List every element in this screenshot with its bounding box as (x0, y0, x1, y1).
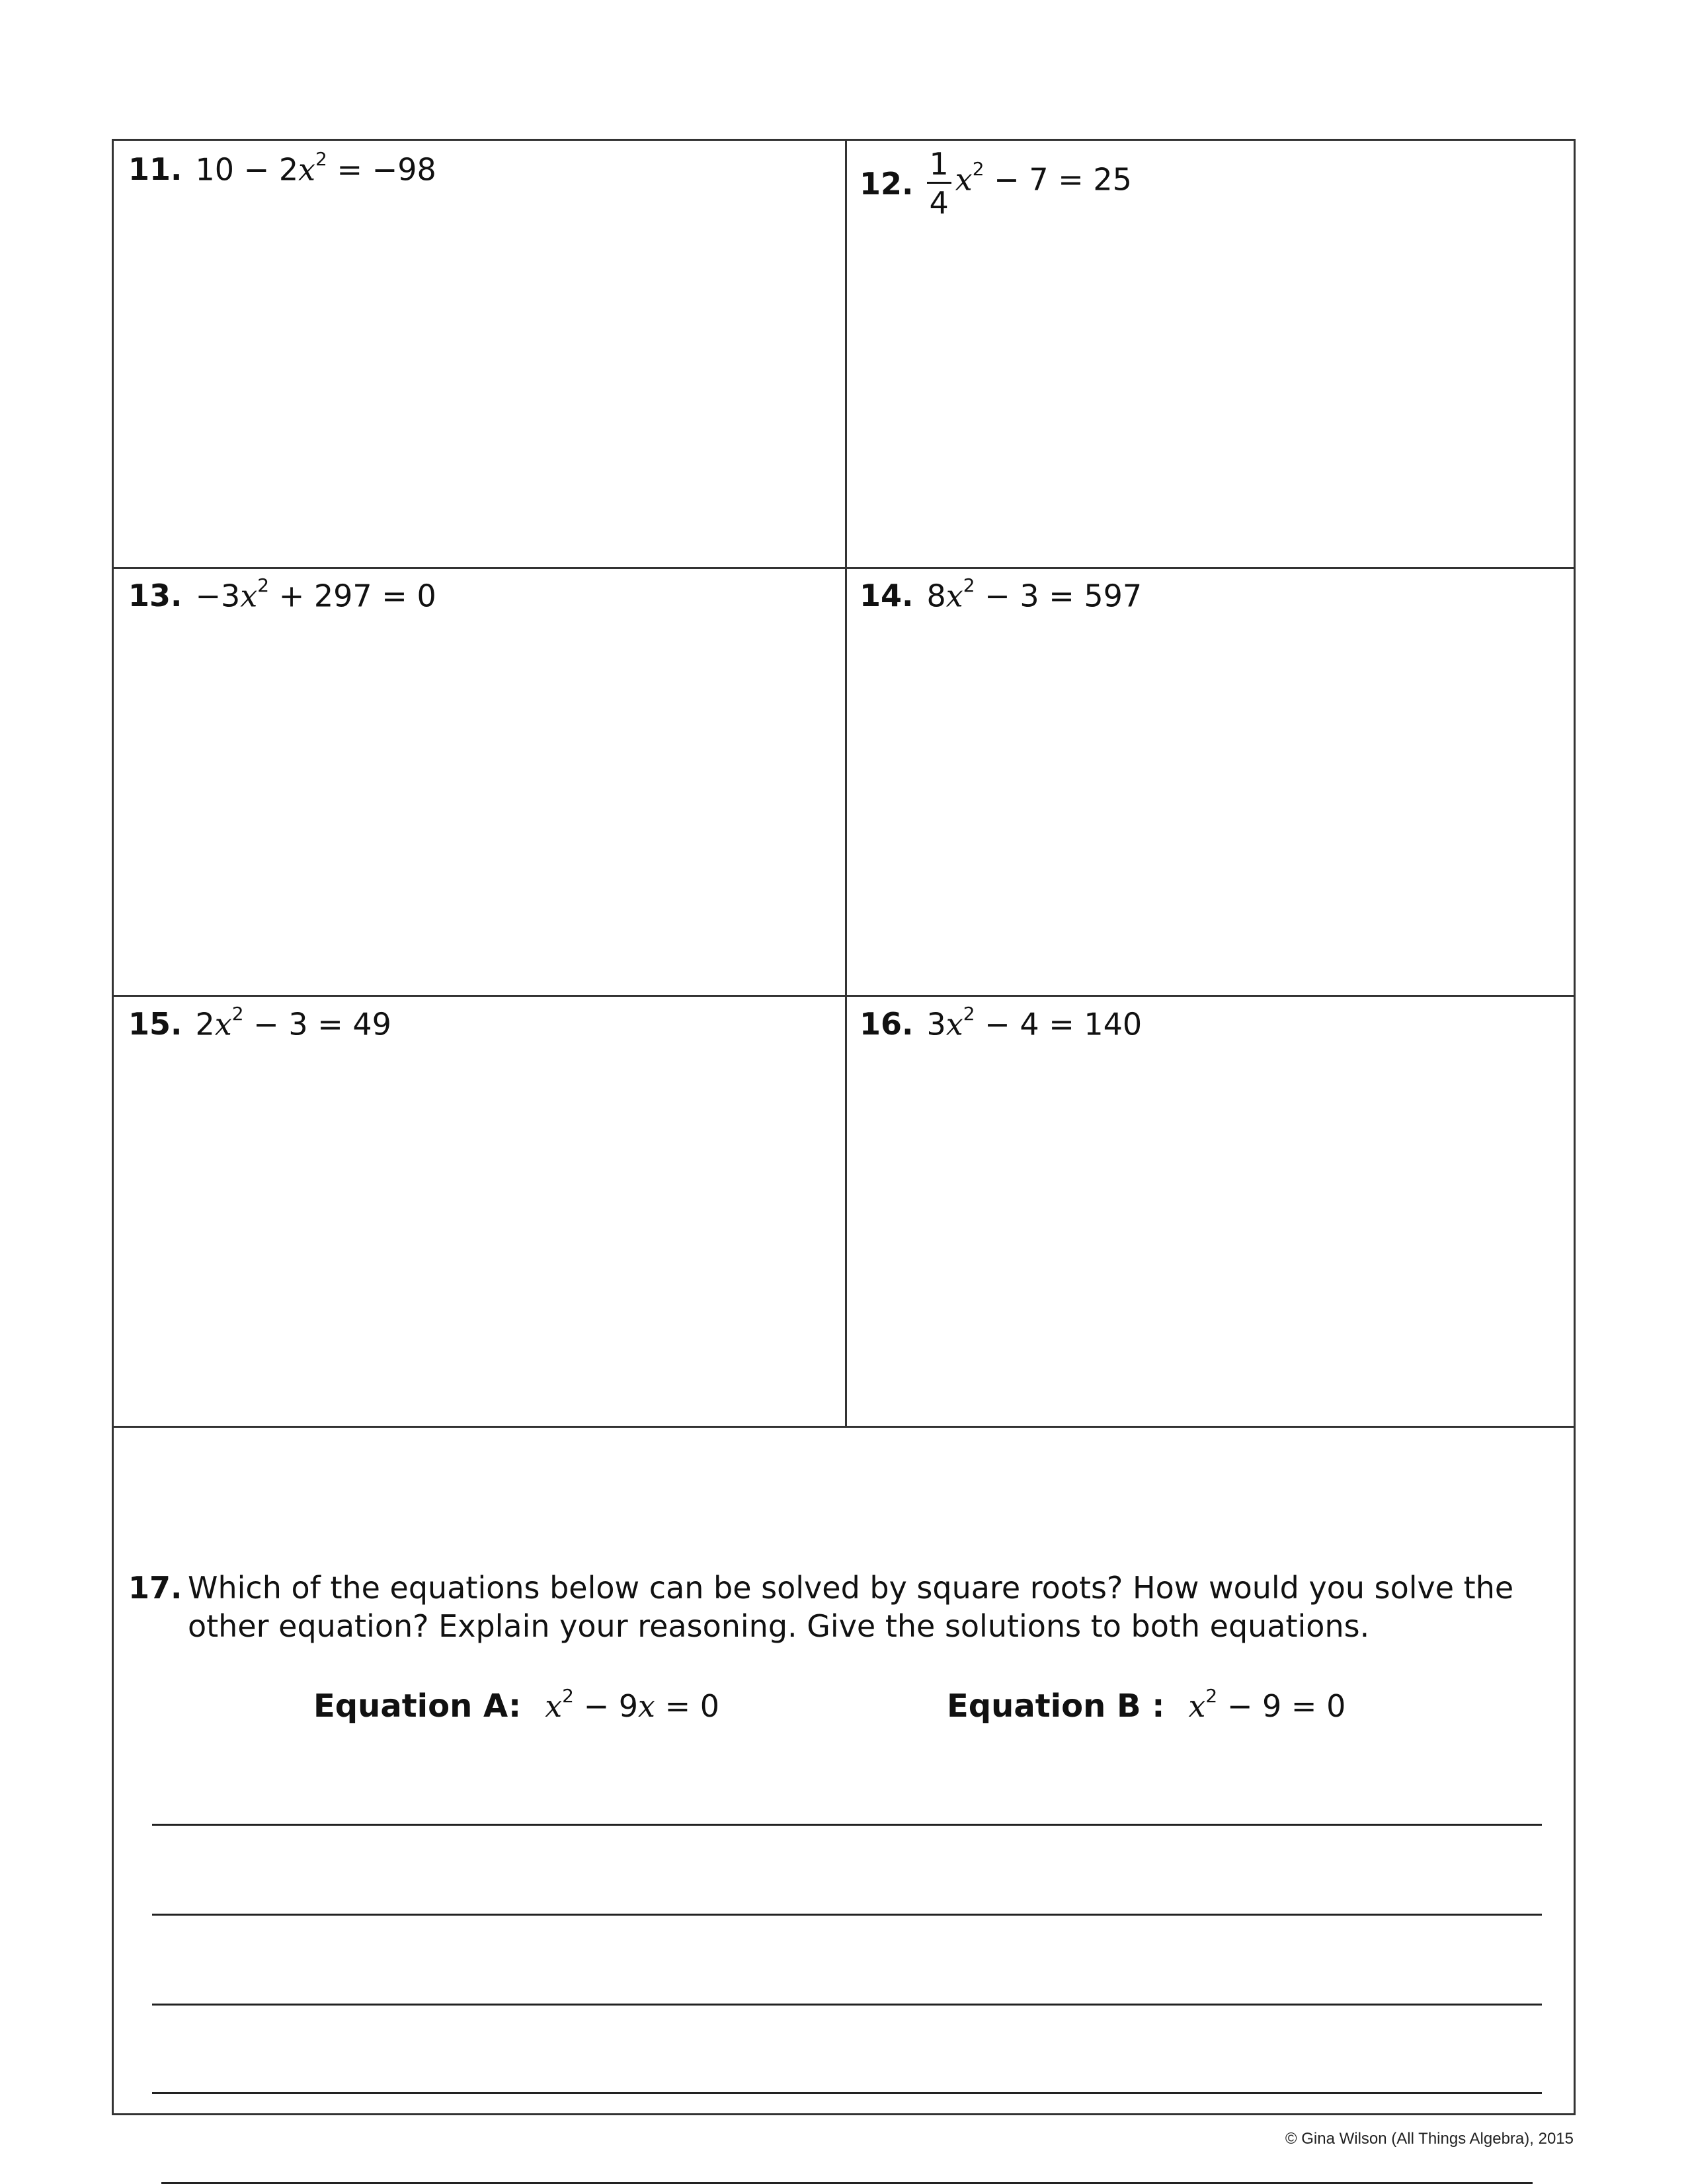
problem-15 (128, 1003, 391, 1042)
copyright-notice: © Gina Wilson (All Things Algebra), 2015 (1285, 2130, 1574, 2148)
equation-b-expression: $x^2 - 9 = 0$ (1188, 1684, 1346, 1724)
worksheet-grid (112, 139, 1576, 2115)
equation: $-3x^2 + 297 = 0$ (195, 574, 436, 614)
problem-number: 16. (860, 1006, 914, 1042)
problem-number: 17. (128, 1570, 182, 1606)
problem-16 (860, 1003, 1143, 1042)
question-prompt: Which of the equations below can be solved by square roots? How would you solve the other equation? Explain your reasoning. Give the solutions to both equations. (188, 1570, 1514, 1644)
equation: $\frac{1}{4}$ $x^2 - 7 = 25$ (927, 147, 1132, 217)
problem-number: 14. (860, 578, 914, 614)
equation: $2x^2 - 3 = 49$ (195, 1003, 391, 1042)
equation-a (313, 1684, 720, 1725)
problem-14 (860, 574, 1143, 614)
problem-11 (128, 148, 436, 188)
answer-line[interactable] (152, 2004, 1542, 2006)
equation-b (947, 1684, 1346, 1725)
answer-line[interactable] (152, 1914, 1542, 1916)
equation-a-label: Equation A: (313, 1688, 522, 1725)
question-17 (128, 1569, 1563, 1645)
problem-12 (860, 146, 1132, 221)
row-divider (114, 995, 1574, 997)
problem-number: 15. (128, 1006, 182, 1042)
row-divider (114, 567, 1574, 569)
answer-line[interactable] (152, 2092, 1542, 2094)
fraction: $\frac{1}{4}$ (927, 149, 951, 218)
equation: $10 - 2x^2 = -98$ (195, 148, 436, 188)
column-divider (845, 141, 847, 1428)
row-divider (114, 1426, 1574, 1428)
problem-number: 13. (128, 578, 182, 614)
answer-line[interactable] (152, 1824, 1542, 1826)
problem-13 (128, 574, 436, 614)
problem-number: 12. (860, 165, 914, 202)
equation-a-expression: $x^2 - 9x = 0$ (545, 1684, 720, 1724)
equation: $3x^2 - 4 = 140$ (926, 1003, 1143, 1042)
problem-number: 11. (128, 151, 182, 188)
equation: $8x^2 - 3 = 597$ (926, 574, 1143, 614)
equation-b-label: Equation B : (947, 1688, 1165, 1725)
